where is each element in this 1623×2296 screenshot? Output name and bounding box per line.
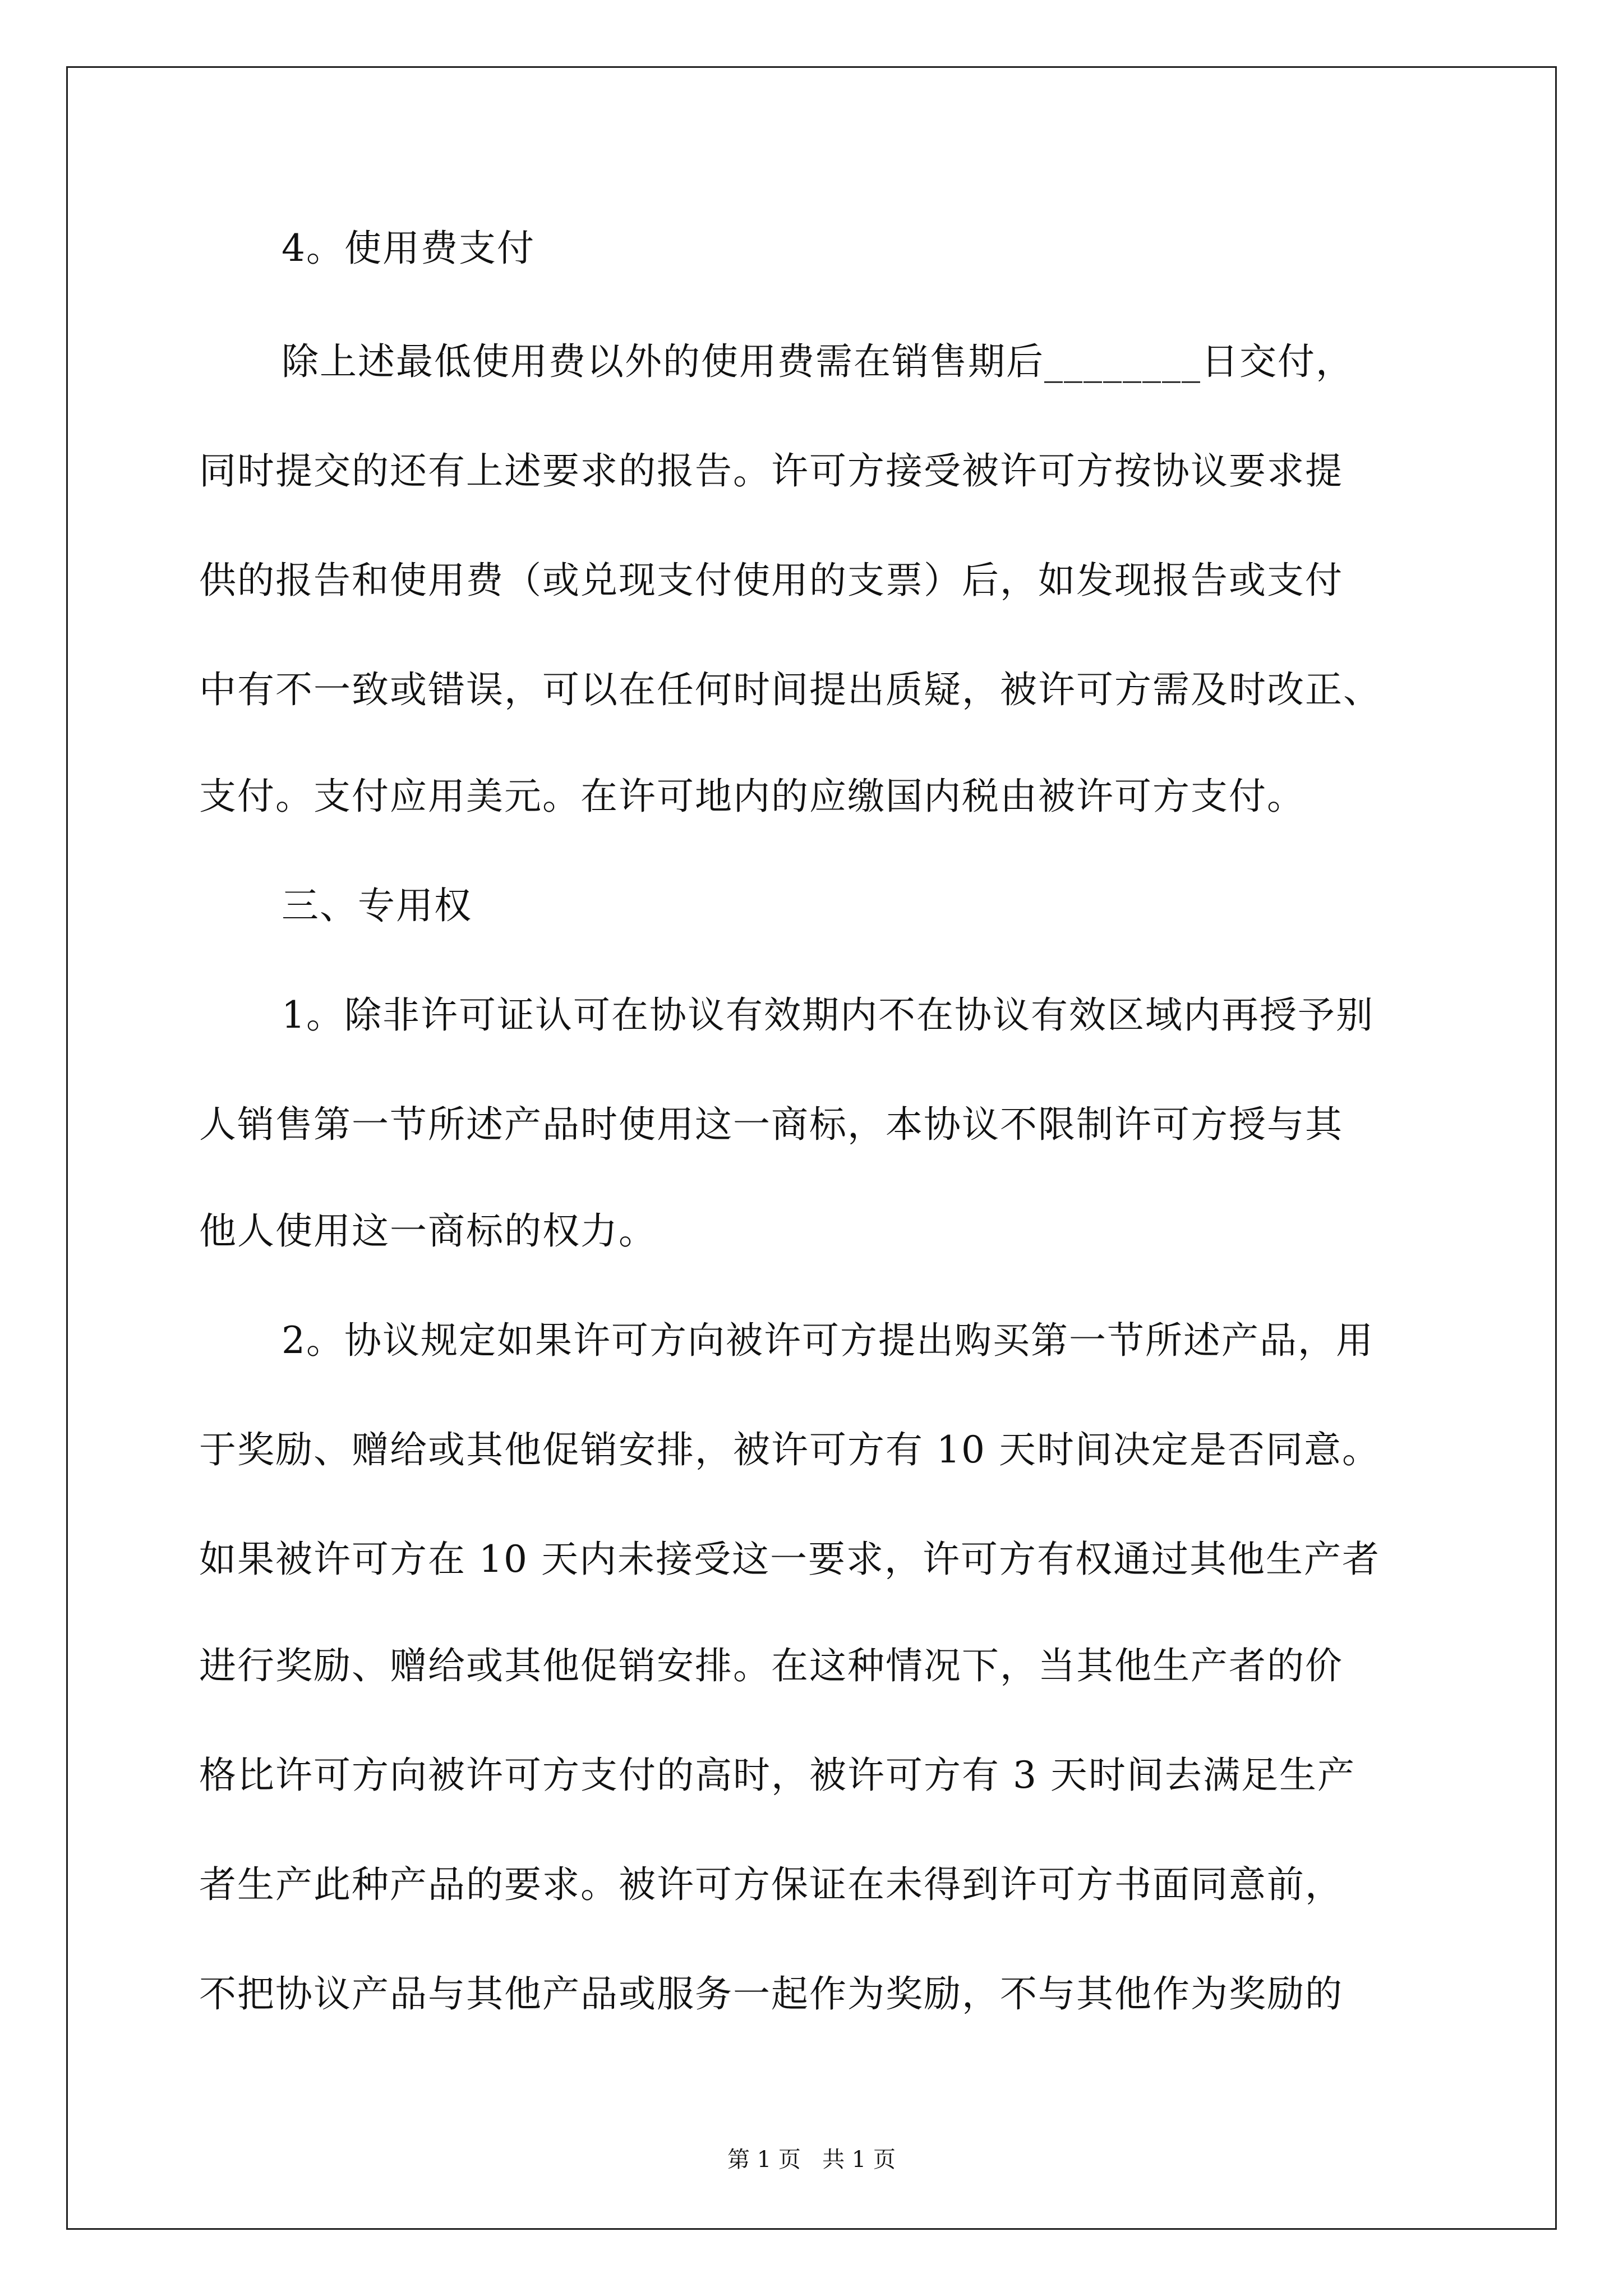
paragraph-line: 除上述最低使用费以外的使用费需在销售期后________日交付， xyxy=(282,340,1354,383)
paragraph-line: 不把协议产品与其他产品或服务一起作为奖励，不与其他作为奖励的 xyxy=(199,1972,1343,2016)
paragraph-line: 中有不一致或错误，可以在任何时间提出质疑，被许可方需及时改正、 xyxy=(199,668,1381,711)
paragraph-line: 2。协议规定如果许可方向被许可方提出购买第一节所述产品，用 xyxy=(282,1319,1374,1362)
paragraph-line: 进行奖励、赠给或其他促销安排。在这种情况下，当其他生产者的价 xyxy=(199,1644,1343,1687)
paragraph-line: 他人使用这一商标的权力。 xyxy=(199,1209,657,1253)
section-heading-payment: 4。使用费支付 xyxy=(282,227,535,270)
page-number-footer: 第 1 页 共 1 页 xyxy=(727,2147,896,2173)
paragraph-line: 同时提交的还有上述要求的报告。许可方接受被许可方按协议要求提 xyxy=(199,449,1343,493)
paragraph-line: 1。除非许可证认可在协议有效期内不在协议有效区域内再授予别 xyxy=(282,993,1374,1037)
section-heading-exclusive-rights: 三、专用权 xyxy=(282,884,472,927)
paragraph-line: 格比许可方向被许可方支付的高时，被许可方有 3 天时间去满足生产 xyxy=(199,1754,1355,1797)
paragraph-line: 人销售第一节所述产品时使用这一商标，本协议不限制许可方授与其 xyxy=(199,1103,1343,1146)
paragraph-line: 支付。支付应用美元。在许可地内的应缴国内税由被许可方支付。 xyxy=(199,775,1305,818)
paragraph-line: 者生产此种产品的要求。被许可方保证在未得到许可方书面同意前， xyxy=(199,1863,1343,1906)
paragraph-line: 供的报告和使用费（或兑现支付使用的支票）后，如发现报告或支付 xyxy=(199,559,1343,602)
paragraph-line: 于奖励、赠给或其他促销安排，被许可方有 10 天时间决定是否同意。 xyxy=(199,1428,1380,1471)
paragraph-line: 如果被许可方在 10 天内未接受这一要求，许可方有权通过其他生产者 xyxy=(199,1538,1380,1581)
